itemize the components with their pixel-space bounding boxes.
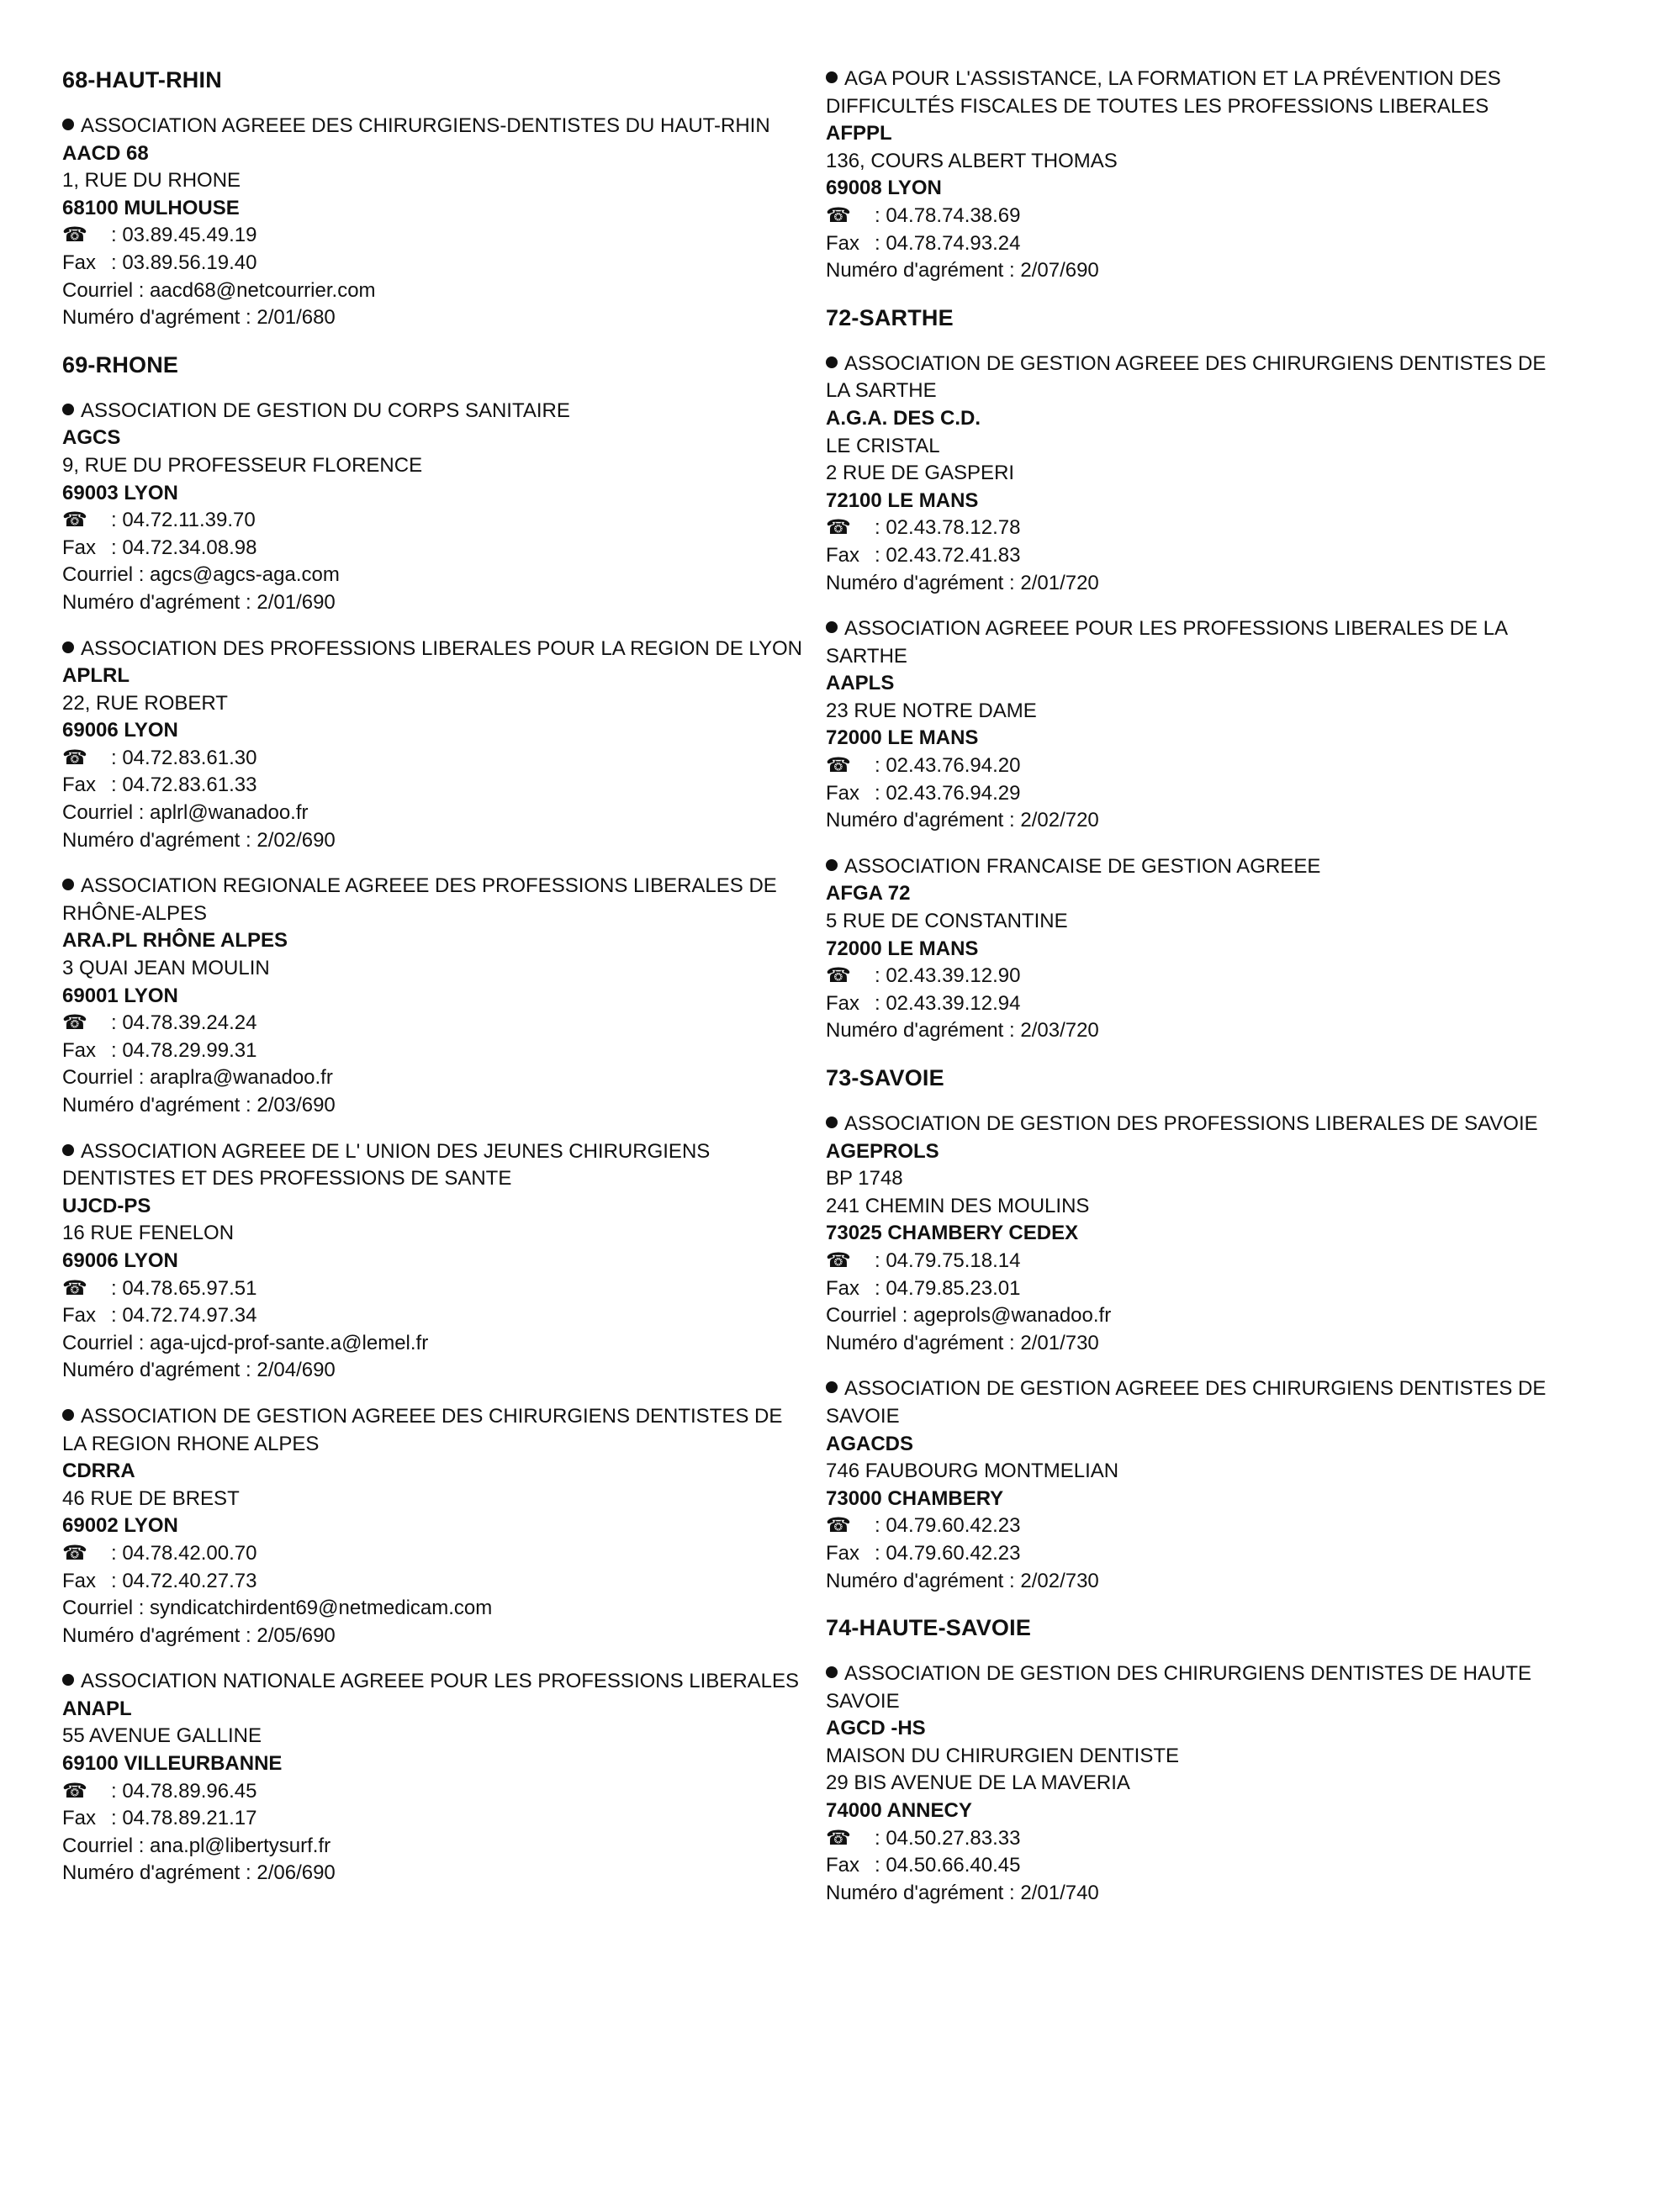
phone-number: : 04.79.60.42.23 — [875, 1514, 1021, 1538]
phone-row — [62, 1778, 802, 1806]
fax-number: : 04.78.29.99.31 — [111, 1038, 257, 1062]
fax-row — [62, 1805, 802, 1833]
fax-number: : 04.79.60.42.23 — [875, 1541, 1021, 1565]
association-acronym: AGEPROLS — [826, 1139, 939, 1163]
association-name-row — [826, 1660, 1566, 1715]
phone-row — [62, 507, 802, 535]
right-column — [826, 66, 1566, 1925]
fax-label: Fax — [62, 536, 97, 559]
fax-row — [62, 535, 802, 562]
association-name: ASSOCIATION NATIONALE AGREEE POUR LES PROFESSIONS LIBERALES — [81, 1670, 800, 1693]
postal-city: 69006 LYON — [62, 1249, 178, 1272]
department-section — [62, 66, 802, 332]
fax-row — [826, 230, 1566, 258]
association-acronym: AGCS — [62, 426, 121, 450]
address-line: LE CRISTAL — [826, 434, 940, 457]
association-name-row — [62, 1138, 802, 1193]
phone-number: : 04.78.39.24.24 — [111, 1011, 257, 1035]
fax-number: : 03.89.56.19.40 — [111, 251, 257, 274]
phone-row — [826, 515, 1566, 542]
telephone-icon: ☎ — [826, 1249, 851, 1272]
department-section — [826, 66, 1566, 285]
phone-row — [826, 1825, 1566, 1853]
fax-row — [62, 1302, 802, 1330]
bullet-dot-icon — [826, 356, 838, 368]
phone-number: : 02.43.78.12.78 — [875, 516, 1021, 540]
fax-label: Fax — [826, 1541, 860, 1565]
agrement-number: Numéro d'agrément : 2/01/740 — [826, 1881, 1099, 1904]
bullet-dot-icon — [62, 879, 74, 890]
bullet-dot-icon — [826, 621, 838, 633]
fax-number: : 02.43.76.94.29 — [875, 781, 1021, 805]
association-entry — [62, 113, 802, 332]
agrement-number: Numéro d'agrément : 2/05/690 — [62, 1623, 336, 1647]
department-section — [826, 304, 1566, 1045]
department-heading: 74-HAUTE-SAVOIE — [826, 1615, 1032, 1641]
email-line: Courriel : syndicatchirdent69@netmedicam.com — [62, 1597, 493, 1620]
association-name: ASSOCIATION DE GESTION DU CORPS SANITAIRE — [81, 399, 570, 422]
association-acronym: UJCD-PS — [62, 1194, 151, 1217]
association-name-row — [826, 1375, 1566, 1430]
association-entry — [826, 66, 1566, 285]
association-entry — [826, 1375, 1566, 1595]
address-line: 23 RUE NOTRE DAME — [826, 699, 1037, 722]
association-acronym: AAPLS — [826, 672, 895, 695]
postal-city: 72000 LE MANS — [826, 937, 979, 960]
association-name: ASSOCIATION AGREEE POUR LES PROFESSIONS LIBERALES DE LA SARTHE — [826, 617, 1507, 668]
postal-city: 72100 LE MANS — [826, 488, 979, 512]
bullet-dot-icon — [62, 119, 74, 130]
agrement-number: Numéro d'agrément : 2/02/690 — [62, 828, 336, 852]
association-name: ASSOCIATION AGREEE DE L' UNION DES JEUNES CHIRURGIENS DENTISTES ET DES PROFESSIONS DE SANTE — [62, 1139, 711, 1190]
telephone-icon: ☎ — [62, 1011, 87, 1035]
phone-row — [62, 1275, 802, 1303]
phone-row — [62, 1540, 802, 1568]
telephone-icon: ☎ — [826, 754, 851, 778]
fax-label: Fax — [62, 251, 97, 274]
phone-row — [826, 1248, 1566, 1275]
telephone-icon: ☎ — [826, 964, 851, 988]
association-acronym: A.G.A. DES C.D. — [826, 406, 981, 430]
telephone-icon: ☎ — [62, 1541, 87, 1565]
telephone-icon: ☎ — [62, 509, 87, 532]
fax-row — [826, 542, 1566, 570]
email-line: Courriel : ana.pl@libertysurf.fr — [62, 1834, 331, 1857]
address-line: 2 RUE DE GASPERI — [826, 462, 1015, 485]
association-name: AGA POUR L'ASSISTANCE, LA FORMATION ET LA PRÉVENTION DES DIFFICULTÉS FISCALES DE TOUTES LES PROFESSIONS LIBERALES — [826, 67, 1501, 118]
association-name: ASSOCIATION FRANCAISE DE GESTION AGREEE — [844, 854, 1321, 878]
association-name-row — [62, 113, 802, 140]
association-entry — [826, 1660, 1566, 1907]
fax-number: : 04.72.74.97.34 — [111, 1304, 257, 1328]
agrement-number: Numéro d'agrément : 2/01/730 — [826, 1331, 1099, 1354]
fax-label: Fax — [62, 1304, 97, 1328]
fax-row — [62, 1568, 802, 1596]
association-acronym: ANAPL — [62, 1697, 132, 1720]
phone-row — [826, 963, 1566, 990]
phone-number: : 04.78.74.38.69 — [875, 203, 1021, 227]
email-line: Courriel : araplra@wanadoo.fr — [62, 1066, 333, 1090]
postal-city: 69003 LYON — [62, 481, 178, 504]
postal-city: 73025 CHAMBERY CEDEX — [826, 1222, 1079, 1245]
address-line: MAISON DU CHIRURGIEN DENTISTE — [826, 1744, 1180, 1767]
postal-city: 74000 ANNECY — [826, 1799, 972, 1823]
phone-row — [62, 222, 802, 250]
address-line: 55 AVENUE GALLINE — [62, 1724, 262, 1748]
association-entry — [62, 1138, 802, 1385]
department-heading: 69-RHONE — [62, 351, 179, 377]
agrement-number: Numéro d'agrément : 2/02/720 — [826, 809, 1099, 832]
agrement-number: Numéro d'agrément : 2/07/690 — [826, 259, 1099, 282]
association-acronym: AFPPL — [826, 122, 892, 145]
fax-label: Fax — [62, 1569, 97, 1592]
left-column — [62, 66, 802, 1906]
address-line: 3 QUAI JEAN MOULIN — [62, 957, 270, 980]
fax-label: Fax — [826, 991, 860, 1015]
department-section — [62, 351, 802, 1887]
postal-city: 68100 MULHOUSE — [62, 196, 240, 219]
phone-number: : 03.89.45.49.19 — [111, 224, 257, 247]
phone-number: : 04.72.83.61.30 — [111, 746, 257, 769]
fax-row — [826, 780, 1566, 808]
association-entry — [62, 636, 802, 855]
fax-number: : 04.50.66.40.45 — [875, 1854, 1021, 1877]
fax-row — [62, 772, 802, 800]
postal-city: 69001 LYON — [62, 984, 178, 1007]
association-name-row — [62, 636, 802, 663]
association-name-row — [62, 873, 802, 927]
fax-label: Fax — [826, 781, 860, 805]
bullet-dot-icon — [826, 71, 838, 83]
association-acronym: ARA.PL RHÔNE ALPES — [62, 929, 288, 953]
association-name-row — [826, 66, 1566, 120]
association-name: ASSOCIATION DE GESTION AGREEE DES CHIRURGIENS DENTISTES DE SAVOIE — [826, 1377, 1547, 1428]
fax-number: : 02.43.72.41.83 — [875, 543, 1021, 567]
department-heading: 68-HAUT-RHIN — [62, 67, 222, 92]
phone-number: : 04.79.75.18.14 — [875, 1249, 1021, 1272]
association-name-row — [826, 1111, 1566, 1138]
association-name-row — [62, 1668, 802, 1696]
association-acronym: AGACDS — [826, 1432, 914, 1455]
address-line: 136, COURS ALBERT THOMAS — [826, 149, 1118, 172]
association-entry — [826, 351, 1566, 597]
bullet-dot-icon — [62, 641, 74, 653]
association-name: ASSOCIATION DES PROFESSIONS LIBERALES POUR LA REGION DE LYON — [81, 636, 802, 660]
address-line: 29 BIS AVENUE DE LA MAVERIA — [826, 1771, 1130, 1795]
association-name: ASSOCIATION REGIONALE AGREEE DES PROFESSIONS LIBERALES DE RHÔNE-ALPES — [62, 874, 777, 925]
postal-city: 69006 LYON — [62, 719, 178, 742]
phone-row — [826, 752, 1566, 780]
address-line: 5 RUE DE CONSTANTINE — [826, 910, 1068, 933]
agrement-number: Numéro d'agrément : 2/06/690 — [62, 1861, 336, 1885]
bullet-dot-icon — [826, 859, 838, 871]
department-heading: 72-SARTHE — [826, 304, 954, 330]
phone-number: : 04.72.11.39.70 — [111, 509, 256, 532]
agrement-number: Numéro d'agrément : 2/01/720 — [826, 571, 1099, 594]
department-section — [826, 1613, 1566, 1907]
association-entry — [826, 853, 1566, 1045]
fax-row — [826, 990, 1566, 1018]
email-line: Courriel : aplrl@wanadoo.fr — [62, 801, 309, 825]
fax-label: Fax — [826, 1276, 860, 1300]
fax-number: : 04.72.34.08.98 — [111, 536, 257, 559]
bullet-dot-icon — [62, 1409, 74, 1421]
address-line: 22, RUE ROBERT — [62, 691, 228, 715]
association-acronym: APLRL — [62, 664, 130, 688]
association-acronym: AACD 68 — [62, 141, 149, 165]
telephone-icon: ☎ — [826, 203, 851, 227]
postal-city: 72000 LE MANS — [826, 726, 979, 750]
address-line: 9, RUE DU PROFESSEUR FLORENCE — [62, 453, 423, 477]
phone-number: : 04.50.27.83.33 — [875, 1826, 1021, 1850]
address-line: 1, RUE DU RHONE — [62, 169, 241, 193]
email-line: Courriel : aga-ujcd-prof-sante.a@lemel.fr — [62, 1331, 429, 1354]
association-name-row — [826, 351, 1566, 405]
email-line: Courriel : aacd68@netcourrier.com — [62, 278, 376, 302]
address-line: 46 RUE DE BREST — [62, 1486, 240, 1510]
postal-city: 69100 VILLEURBANNE — [62, 1752, 283, 1776]
phone-number: : 04.78.89.96.45 — [111, 1779, 257, 1803]
association-name-row — [62, 1403, 802, 1458]
fax-number: : 04.79.85.23.01 — [875, 1276, 1021, 1300]
agrement-number: Numéro d'agrément : 2/01/690 — [62, 590, 336, 614]
telephone-icon: ☎ — [826, 1514, 851, 1538]
fax-row — [62, 250, 802, 277]
fax-number: : 02.43.39.12.94 — [875, 991, 1021, 1015]
telephone-icon: ☎ — [62, 224, 87, 247]
association-acronym: AFGA 72 — [826, 882, 911, 905]
postal-city: 69002 LYON — [62, 1514, 178, 1538]
bullet-dot-icon — [826, 1666, 838, 1678]
association-name: ASSOCIATION DE GESTION AGREEE DES CHIRURGIENS DENTISTES DE LA REGION RHONE ALPES — [62, 1404, 783, 1455]
telephone-icon: ☎ — [62, 746, 87, 769]
association-acronym: CDRRA — [62, 1460, 135, 1483]
address-line: 241 CHEMIN DES MOULINS — [826, 1194, 1090, 1217]
email-line: Courriel : ageprols@wanadoo.fr — [826, 1304, 1112, 1328]
department-section — [826, 1064, 1566, 1595]
association-name: ASSOCIATION DE GESTION DES CHIRURGIENS DENTISTES DE HAUTE SAVOIE — [826, 1662, 1531, 1713]
association-name: ASSOCIATION DE GESTION DES PROFESSIONS LIBERALES DE SAVOIE — [844, 1112, 1538, 1135]
telephone-icon: ☎ — [62, 1276, 87, 1300]
phone-number: : 02.43.76.94.20 — [875, 754, 1021, 778]
phone-row — [62, 1010, 802, 1037]
association-acronym: AGCD -HS — [826, 1717, 926, 1740]
bullet-dot-icon — [62, 1674, 74, 1686]
fax-label: Fax — [62, 1807, 97, 1830]
fax-number: : 04.78.74.93.24 — [875, 231, 1021, 255]
agrement-number: Numéro d'agrément : 2/01/680 — [62, 306, 336, 330]
association-entry — [826, 615, 1566, 835]
bullet-dot-icon — [826, 1117, 838, 1128]
association-entry — [826, 1111, 1566, 1357]
telephone-icon: ☎ — [62, 1779, 87, 1803]
address-line: 746 FAUBOURG MONTMELIAN — [826, 1460, 1119, 1483]
bullet-dot-icon — [62, 1144, 74, 1156]
fax-row — [826, 1275, 1566, 1303]
fax-number: : 04.72.83.61.33 — [111, 773, 257, 797]
email-line: Courriel : agcs@agcs-aga.com — [62, 563, 340, 587]
department-heading: 73-SAVOIE — [826, 1065, 944, 1090]
phone-row — [826, 1513, 1566, 1540]
telephone-icon: ☎ — [826, 516, 851, 540]
phone-row — [826, 203, 1566, 230]
fax-label: Fax — [826, 231, 860, 255]
fax-row — [62, 1037, 802, 1065]
address-line: BP 1748 — [826, 1167, 903, 1190]
fax-label: Fax — [62, 773, 97, 797]
agrement-number: Numéro d'agrément : 2/04/690 — [62, 1359, 336, 1382]
address-line: 16 RUE FENELON — [62, 1222, 235, 1245]
association-entry — [62, 1668, 802, 1887]
postal-city: 69008 LYON — [826, 177, 942, 200]
fax-label: Fax — [826, 543, 860, 567]
agrement-number: Numéro d'agrément : 2/03/720 — [826, 1019, 1099, 1043]
agrement-number: Numéro d'agrément : 2/02/730 — [826, 1569, 1099, 1592]
association-name: ASSOCIATION DE GESTION AGREEE DES CHIRURGIENS DENTISTES DE LA SARTHE — [826, 351, 1547, 403]
association-name: ASSOCIATION AGREEE DES CHIRURGIENS-DENTISTES DU HAUT-RHIN — [81, 114, 770, 137]
association-entry — [62, 398, 802, 617]
fax-label: Fax — [826, 1854, 860, 1877]
association-name-row — [826, 615, 1566, 670]
fax-row — [826, 1852, 1566, 1880]
fax-label: Fax — [62, 1038, 97, 1062]
fax-number: : 04.78.89.21.17 — [111, 1807, 257, 1830]
bullet-dot-icon — [62, 404, 74, 415]
association-name-row — [62, 398, 802, 425]
phone-number: : 04.78.65.97.51 — [111, 1276, 257, 1300]
association-entry — [62, 873, 802, 1119]
association-entry — [62, 1403, 802, 1650]
association-name-row — [826, 853, 1566, 881]
phone-number: : 02.43.39.12.90 — [875, 964, 1021, 988]
phone-number: : 04.78.42.00.70 — [111, 1541, 257, 1565]
fax-row — [826, 1540, 1566, 1568]
fax-number: : 04.72.40.27.73 — [111, 1569, 257, 1592]
phone-row — [62, 745, 802, 773]
bullet-dot-icon — [826, 1381, 838, 1393]
postal-city: 73000 CHAMBERY — [826, 1486, 1004, 1510]
telephone-icon: ☎ — [826, 1826, 851, 1850]
agrement-number: Numéro d'agrément : 2/03/690 — [62, 1094, 336, 1117]
